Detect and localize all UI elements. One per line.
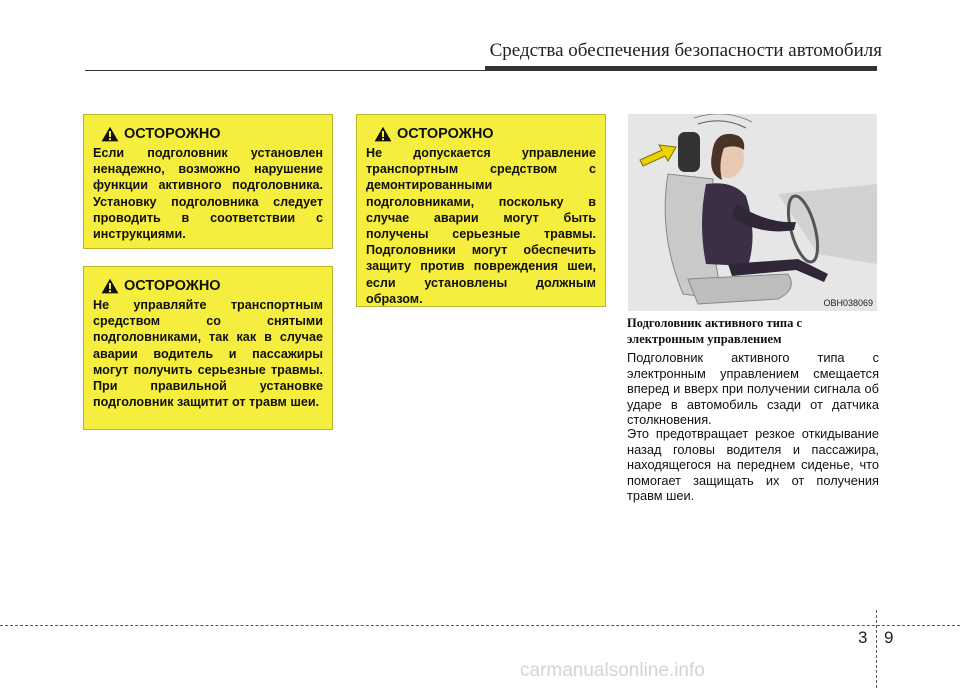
page-number: 9 xyxy=(884,628,894,647)
warning-triangle-icon xyxy=(374,126,392,142)
warning-title-text: ОСТОРОЖНО xyxy=(124,278,221,294)
header-divider-thin xyxy=(85,70,485,71)
body-paragraph-2: Это предотвращает резкое откидывание назад головы водителя и пассажира, находящегося на переднем сиденье, что помогает защищать их от получения травм шеи. xyxy=(627,426,879,504)
watermark: carmanualsonline.info xyxy=(520,660,705,681)
warning-triangle-icon xyxy=(101,278,119,294)
footer-divider xyxy=(0,625,960,626)
warning-text: Если подголовник установлен ненадежно, возможно нарушение функции активного подголовника. Установку подголовника следует проводить в соответствии с инструкциями. xyxy=(93,146,323,242)
warning-text: Не управляйте транспортным средством со снятыми подголовниками, так как в случае аварии водитель и пассажиры могут получить серьезные травмы. При правильной установке подголовник защитит от травм шеи. xyxy=(93,298,323,410)
figure-code: OBH038069 xyxy=(823,298,873,308)
header-divider-thick xyxy=(485,66,877,71)
headrest-figure xyxy=(628,114,877,311)
warning-title xyxy=(374,125,596,143)
warning-title-text: ОСТОРОЖНО xyxy=(397,126,494,142)
warning-box-1 xyxy=(83,114,333,249)
footer-vertical-divider xyxy=(876,610,877,688)
warning-title xyxy=(101,125,323,143)
body-paragraph-1: Подголовник активного типа с электронным управлением смещается вперед и вверх при получении сигнала об ударе в автомобиль сзади от датчика столкновения. xyxy=(627,350,879,428)
page-header-title: Средства обеспечения безопасности автомобиля xyxy=(489,40,882,61)
warning-triangle-icon xyxy=(101,126,119,142)
warning-box-3 xyxy=(356,114,606,307)
warning-text: Не допускается управление транспортным средством с демонтированными подголовниками, поскольку в случае аварии могут быть получены серьезные травмы. Подголовники могут обеспечить защиту против повреждения шеи, если установлены должным образом. xyxy=(366,146,596,306)
figure-caption: Подголовник активного типа с электронным управлением xyxy=(627,316,803,346)
driver-headrest-illustration-icon xyxy=(628,114,877,311)
warning-title xyxy=(101,277,323,295)
warning-title-text: ОСТОРОЖНО xyxy=(124,126,221,142)
warning-box-2 xyxy=(83,266,333,430)
section-number: 3 xyxy=(858,628,868,647)
